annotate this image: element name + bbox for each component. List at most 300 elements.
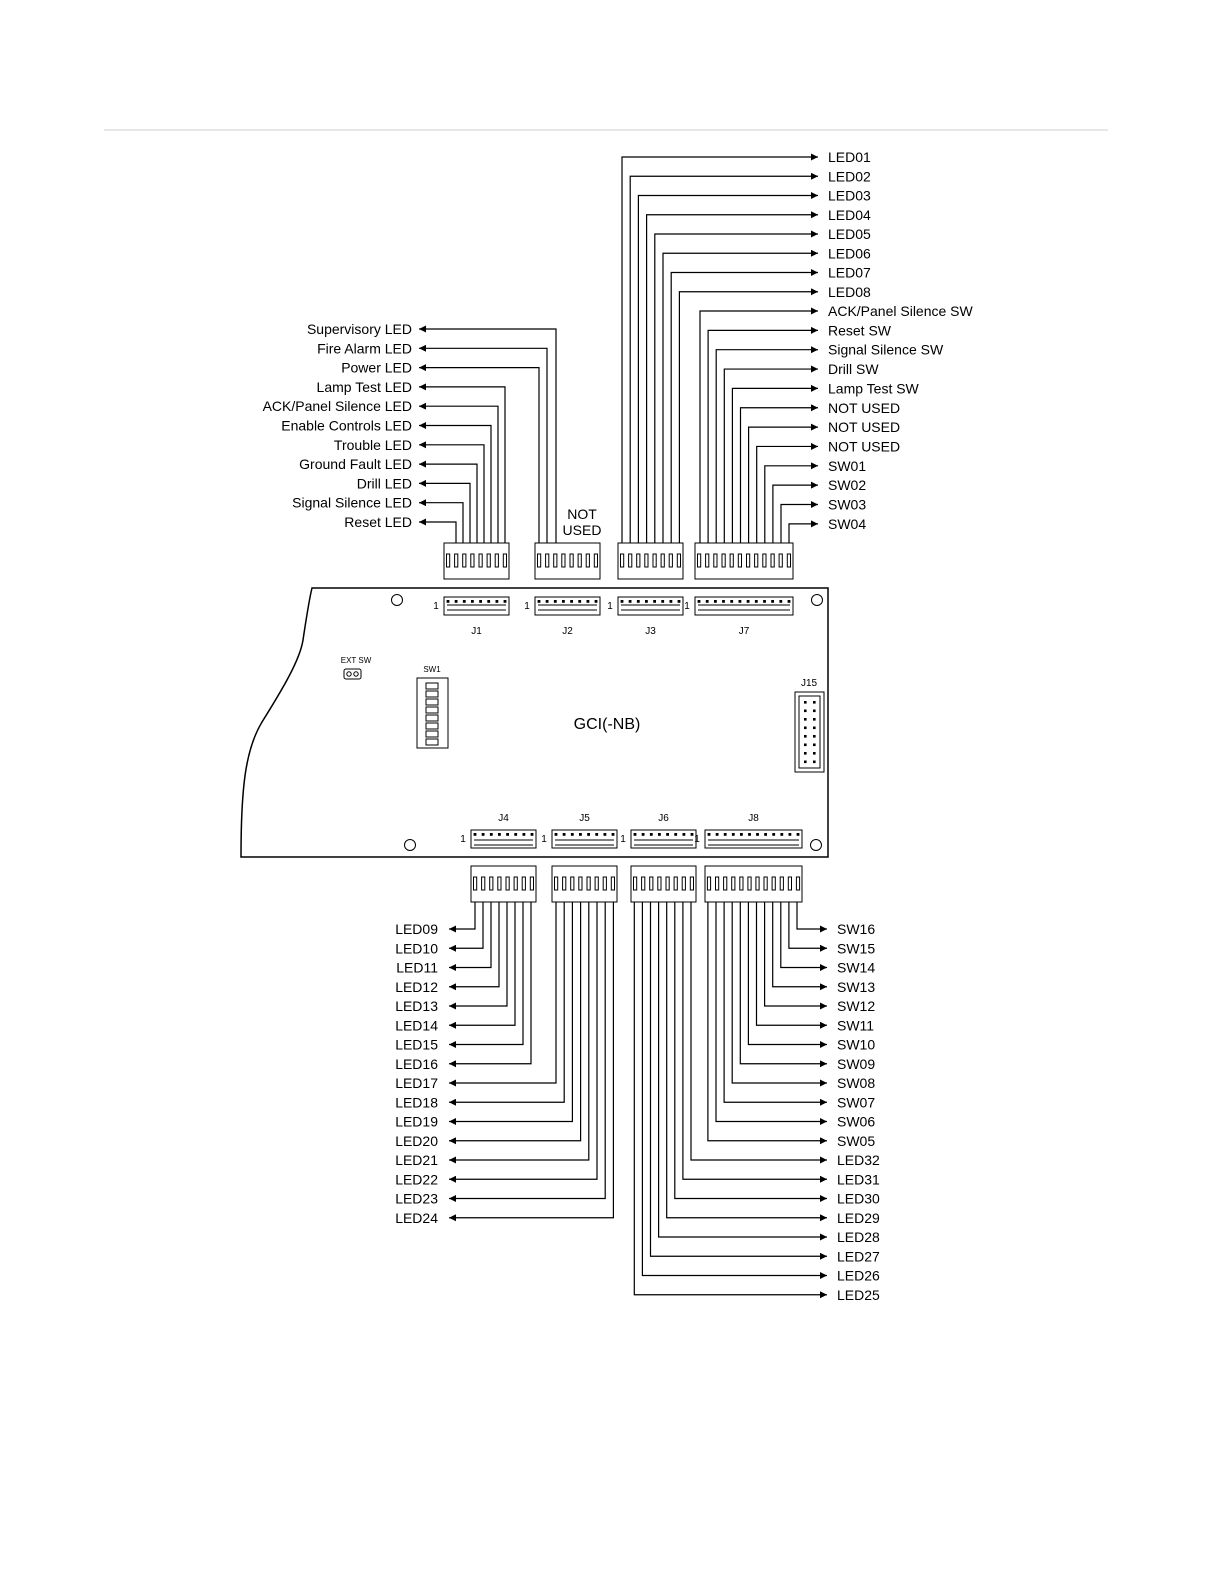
j5-header-label: J5 (579, 813, 590, 824)
j7-signal-label: Signal Silence SW (828, 341, 944, 358)
sw1-positions (426, 683, 438, 745)
j1-signal-label: Enable Controls LED (281, 417, 412, 434)
j6-wire (675, 902, 827, 1199)
j5-cable-plug (552, 866, 617, 902)
plug-pin (788, 877, 791, 890)
plug-pin (796, 877, 799, 890)
j15-pin (813, 752, 816, 755)
j8-signal-label: SW05 (837, 1132, 876, 1149)
j6-signal-label: LED31 (837, 1171, 880, 1188)
plug-pin (637, 554, 640, 567)
j6-signal-label: LED29 (837, 1209, 880, 1226)
j4-signal-label: LED11 (396, 959, 438, 976)
j5-signal-label: LED19 (395, 1113, 438, 1130)
pin-one-marker: 1 (541, 834, 547, 845)
sw1-position (426, 707, 438, 713)
j15-pin (804, 710, 807, 713)
mounting-hole (811, 840, 822, 851)
header-pin (674, 833, 677, 836)
plug-pin (530, 877, 533, 890)
plug-pin (756, 877, 759, 890)
j3-signal-label: LED08 (828, 283, 871, 300)
j5-signal-label: LED22 (395, 1171, 438, 1188)
header-pin (732, 833, 735, 836)
j3-header-label: J3 (645, 626, 656, 637)
plug-pin (447, 554, 450, 567)
j8-wire (740, 902, 827, 1064)
pin-one-marker: 1 (524, 601, 530, 612)
j6-signal-label: LED27 (837, 1248, 880, 1265)
header-pin (555, 833, 558, 836)
plug-pin (498, 877, 501, 890)
j6-cable-plug (631, 866, 696, 902)
plug-pin (555, 877, 558, 890)
j5-wire (449, 902, 572, 1122)
plug-pin (724, 877, 727, 890)
j2-not-used-label: NOT (567, 506, 597, 522)
j1-wire (419, 464, 477, 543)
header-pin (504, 600, 507, 603)
j1-signal-label: Ground Fault LED (299, 456, 412, 473)
header-pin (595, 600, 598, 603)
j15-pin (804, 761, 807, 764)
j5-signal-label: LED23 (395, 1190, 438, 1207)
j7-signal-label: SW02 (828, 477, 867, 494)
plug-pin (740, 877, 743, 890)
j15-pin (804, 727, 807, 730)
j1-signal-label: Reset LED (344, 514, 412, 530)
header-pin (563, 833, 566, 836)
plug-pin (479, 554, 482, 567)
plug-pin (482, 877, 485, 890)
header-pin (642, 833, 645, 836)
j8-signal-label: SW10 (837, 1036, 876, 1053)
j7-cable-plug (695, 543, 793, 579)
j3-signal-label: LED05 (828, 226, 871, 242)
j4-signal-label: LED09 (395, 921, 438, 937)
j6-wire (634, 902, 827, 1295)
plug-pin (779, 554, 782, 567)
header-pin (666, 833, 669, 836)
plug-pin (707, 877, 710, 890)
header-pin (661, 600, 664, 603)
plug-pin (771, 554, 774, 567)
j1-signal-label: ACK/Panel Silence LED (262, 398, 412, 415)
j8-signal-label: SW16 (837, 921, 876, 937)
j3-signal-label: LED04 (828, 206, 871, 223)
header-pin (678, 600, 681, 603)
j7-header-label: J7 (738, 626, 750, 637)
pin-one-marker: 1 (684, 601, 690, 612)
j2-not-used-label: USED (562, 522, 602, 538)
header-pin (645, 600, 648, 603)
j4-wire (449, 902, 515, 1025)
sw1-position (426, 739, 438, 745)
j1-signal-label: Power LED (341, 359, 412, 376)
j15-label: J15 (800, 678, 818, 689)
header-pin (570, 600, 573, 603)
j6-wire (642, 902, 827, 1276)
plug-pin (554, 554, 557, 567)
j8-signal-label: SW12 (837, 998, 876, 1014)
header-pin (612, 833, 615, 836)
plug-pin (653, 554, 656, 567)
header-pin (634, 833, 637, 836)
plug-pin (674, 877, 677, 890)
plug-pin (755, 554, 758, 567)
header-pin (780, 833, 783, 836)
header-pin (595, 833, 598, 836)
j1-wire (419, 483, 470, 543)
plug-pin (787, 554, 790, 567)
j1-wire (419, 348, 547, 543)
plug-pin (658, 877, 661, 890)
plug-pin (538, 554, 541, 567)
plug-pin (514, 877, 517, 890)
j1-header-label: J1 (471, 626, 482, 637)
sw1-position (426, 683, 438, 689)
plug-pin (722, 554, 725, 567)
header-pin (578, 600, 581, 603)
header-pin (562, 600, 565, 603)
j4-cable-plug (471, 866, 536, 902)
header-pin (698, 600, 701, 603)
j5-signal-label: LED24 (395, 1209, 438, 1226)
plug-pin (570, 554, 573, 567)
j4-signal-label: LED16 (395, 1055, 438, 1072)
j15-pin (804, 718, 807, 721)
plug-pin (490, 877, 493, 890)
header-pin (604, 833, 607, 836)
ext-sw-pin (354, 672, 358, 676)
header-pin (463, 600, 466, 603)
j6-wire (683, 902, 827, 1179)
j15-pin (813, 735, 816, 738)
j1-wire (419, 426, 491, 544)
plug-pin (474, 877, 477, 890)
pin-one-marker: 1 (694, 834, 700, 845)
j7-signal-label: NOT USED (828, 399, 901, 416)
header-pin (772, 833, 775, 836)
j1-signal-label: Fire Alarm LED (317, 340, 412, 357)
plug-pin (690, 877, 693, 890)
j15-pin (804, 752, 807, 755)
j7-signal-label: SW01 (828, 457, 867, 474)
header-pin (650, 833, 653, 836)
plug-pin (471, 554, 474, 567)
sw1-label: SW1 (423, 665, 441, 674)
j5-signal-label: LED18 (395, 1094, 438, 1111)
header-pin (739, 600, 742, 603)
j4-wire (449, 902, 507, 1006)
header-pin (579, 833, 582, 836)
plug-pin (772, 877, 775, 890)
plug-pin (487, 554, 490, 567)
j5-signal-label: LED17 (395, 1075, 438, 1091)
plug-pin (650, 877, 653, 890)
j6-signal-label: LED28 (837, 1229, 880, 1245)
header-pin (471, 600, 474, 603)
j3-signal-label: LED02 (828, 168, 871, 185)
j15-pin (813, 744, 816, 747)
plug-pin (763, 554, 766, 567)
plug-pin (698, 554, 701, 567)
j8-signal-label: SW11 (837, 1017, 875, 1034)
plug-pin (571, 877, 574, 890)
j1-header (444, 597, 509, 615)
plug-pin (594, 554, 597, 567)
mounting-hole (405, 840, 416, 851)
header-pin (531, 833, 534, 836)
j8-signal-label: SW15 (837, 940, 876, 957)
header-pin (716, 833, 719, 836)
j6-wire (651, 902, 828, 1256)
pin-one-marker: 1 (460, 834, 466, 845)
header-pin (740, 833, 743, 836)
j1-signal-label: Supervisory LED (306, 321, 412, 337)
j1-wire (419, 387, 505, 543)
header-pin (789, 833, 792, 836)
j4-wire (449, 902, 491, 968)
j3-signal-label: LED03 (828, 187, 871, 204)
plug-pin (634, 877, 637, 890)
plug-pin (747, 554, 750, 567)
j8-wire (765, 902, 827, 1006)
j15-pin (813, 761, 816, 764)
header-pin (724, 833, 727, 836)
j15-pin (813, 727, 816, 730)
plug-pin (764, 877, 767, 890)
pin-one-marker: 1 (433, 601, 439, 612)
j8-wire (757, 902, 828, 1025)
j7-signal-label: SW04 (828, 515, 867, 532)
j7-wire (773, 485, 818, 543)
j8-wire (781, 902, 827, 968)
sw1-position (426, 731, 438, 737)
j7-signal-label: NOT USED (828, 438, 901, 455)
header-pin (490, 833, 493, 836)
plug-pin (666, 877, 669, 890)
plug-pin (587, 877, 590, 890)
header-pin (779, 600, 782, 603)
j8-header-label: J8 (748, 813, 759, 824)
j8-signal-label: SW08 (837, 1075, 876, 1091)
header-pin (670, 600, 673, 603)
j3-cable-plug (618, 543, 683, 579)
header-pin (554, 600, 557, 603)
header-pin (748, 833, 751, 836)
j15-pin (813, 701, 816, 704)
header-pin (788, 600, 791, 603)
header-pin (587, 833, 590, 836)
plug-pin (732, 877, 735, 890)
j3-header (618, 597, 683, 615)
header-pin (455, 600, 458, 603)
header-pin (708, 833, 711, 836)
j6-signal-label: LED30 (837, 1190, 880, 1207)
plug-pin (621, 554, 624, 567)
header-pin (487, 600, 490, 603)
j8-signal-label: SW14 (837, 959, 876, 976)
plug-pin (603, 877, 606, 890)
plug-pin (645, 554, 648, 567)
header-pin (514, 833, 517, 836)
header-pin (683, 833, 686, 836)
header-pin (653, 600, 656, 603)
j1-wire (419, 329, 556, 543)
header-pin (722, 600, 725, 603)
sw1-position (426, 699, 438, 705)
j8-wire (789, 902, 827, 948)
j8-wire (748, 902, 827, 1045)
plug-pin (629, 554, 632, 567)
pin-one-marker: 1 (607, 601, 613, 612)
pin-one-marker: 1 (620, 834, 626, 845)
header-pin (479, 600, 482, 603)
j1-signal-label: Drill LED (356, 475, 412, 492)
j8-signal-label: SW13 (837, 978, 876, 995)
sw1-position (426, 715, 438, 721)
plug-pin (546, 554, 549, 567)
j7-wire (789, 524, 818, 543)
j1-signal-label: Lamp Test LED (316, 378, 412, 395)
header-pin (621, 600, 624, 603)
header-pin (714, 600, 717, 603)
j7-header (695, 597, 793, 615)
header-pin (747, 600, 750, 603)
header-pin (546, 600, 549, 603)
j7-signal-label: Reset SW (828, 322, 892, 339)
plug-pin (642, 877, 645, 890)
j7-wire (741, 408, 819, 543)
j4-wire (449, 902, 531, 1064)
j4-wire (449, 902, 475, 929)
plug-pin (716, 877, 719, 890)
header-pin (506, 833, 509, 836)
plug-pin (780, 877, 783, 890)
j8-signal-label: SW06 (837, 1113, 876, 1130)
j2-header-label: J2 (562, 626, 573, 637)
j7-wire (757, 446, 818, 543)
plug-pin (611, 877, 614, 890)
header-pin (763, 600, 766, 603)
j1-signal-label: Trouble LED (333, 436, 412, 453)
header-pin (637, 600, 640, 603)
j4-signal-label: LED13 (395, 998, 438, 1014)
header-pin (797, 833, 800, 836)
j5-wire (449, 902, 605, 1199)
header-pin (771, 600, 774, 603)
plug-pin (455, 554, 458, 567)
j7-signal-label: NOT USED (828, 419, 901, 436)
plug-pin (661, 554, 664, 567)
plug-pin (579, 877, 582, 890)
j1-cable-plug (444, 543, 509, 579)
plug-pin (495, 554, 498, 567)
mounting-hole (392, 595, 403, 606)
j8-cable-plug (705, 866, 802, 902)
plug-pin (562, 554, 565, 567)
j1-wire (419, 445, 484, 543)
j8-wire (708, 902, 827, 1141)
j6-wire (659, 902, 827, 1237)
j1-wire (419, 368, 539, 543)
j15-shroud (799, 696, 820, 768)
header-pin (498, 833, 501, 836)
plug-pin (682, 877, 685, 890)
plug-pin (595, 877, 598, 890)
j6-signal-label: LED25 (837, 1286, 880, 1303)
header-pin (658, 833, 661, 836)
j15-pin (804, 701, 807, 704)
header-pin (523, 833, 526, 836)
j8-signal-label: SW09 (837, 1055, 876, 1072)
j4-wire (449, 902, 483, 948)
j6-signal-label: LED32 (837, 1152, 880, 1168)
j1-wire (419, 522, 456, 543)
j6-header-label: J6 (658, 813, 669, 824)
plug-pin (730, 554, 733, 567)
j3-signal-label: LED07 (828, 264, 871, 281)
plug-pin (677, 554, 680, 567)
plug-pin (706, 554, 709, 567)
header-pin (629, 600, 632, 603)
j2-cable-plug (535, 543, 600, 579)
plug-pin (463, 554, 466, 567)
j3-signal-label: LED06 (828, 245, 871, 262)
j3-signal-label: LED01 (828, 149, 871, 165)
plug-pin (503, 554, 506, 567)
j7-wire (724, 369, 818, 543)
j4-signal-label: LED10 (395, 940, 438, 957)
j8-signal-label: SW07 (837, 1094, 876, 1111)
plug-pin (563, 877, 566, 890)
ext-sw-label: EXT SW (340, 656, 372, 665)
j2-header (535, 597, 600, 615)
j4-signal-label: LED15 (395, 1036, 438, 1053)
j1-signal-label: Signal Silence LED (292, 494, 412, 511)
header-pin (496, 600, 499, 603)
j15-pin (804, 744, 807, 747)
header-pin (571, 833, 574, 836)
j4-signal-label: LED12 (395, 978, 438, 995)
j5-signal-label: LED20 (395, 1132, 438, 1149)
plug-pin (506, 877, 509, 890)
header-pin (482, 833, 485, 836)
j4-wire (449, 902, 523, 1045)
j15-pins (804, 701, 816, 763)
j4-signal-label: LED14 (395, 1017, 438, 1034)
ext-sw-pin (347, 672, 351, 676)
header-pin (474, 833, 477, 836)
header-pin (706, 600, 709, 603)
j5-signal-label: LED21 (395, 1152, 438, 1168)
j8-wire (724, 902, 827, 1102)
header-pin (691, 833, 694, 836)
header-pin (756, 833, 759, 836)
sw1-position (426, 691, 438, 697)
j7-signal-label: ACK/Panel Silence SW (828, 303, 973, 319)
j8-wire (797, 902, 827, 929)
plug-pin (669, 554, 672, 567)
header-pin (764, 833, 767, 836)
plug-pin (748, 877, 751, 890)
j6-signal-label: LED26 (837, 1267, 880, 1284)
sw1-position (426, 723, 438, 729)
plug-pin (586, 554, 589, 567)
header-pin (755, 600, 758, 603)
plug-pin (738, 554, 741, 567)
